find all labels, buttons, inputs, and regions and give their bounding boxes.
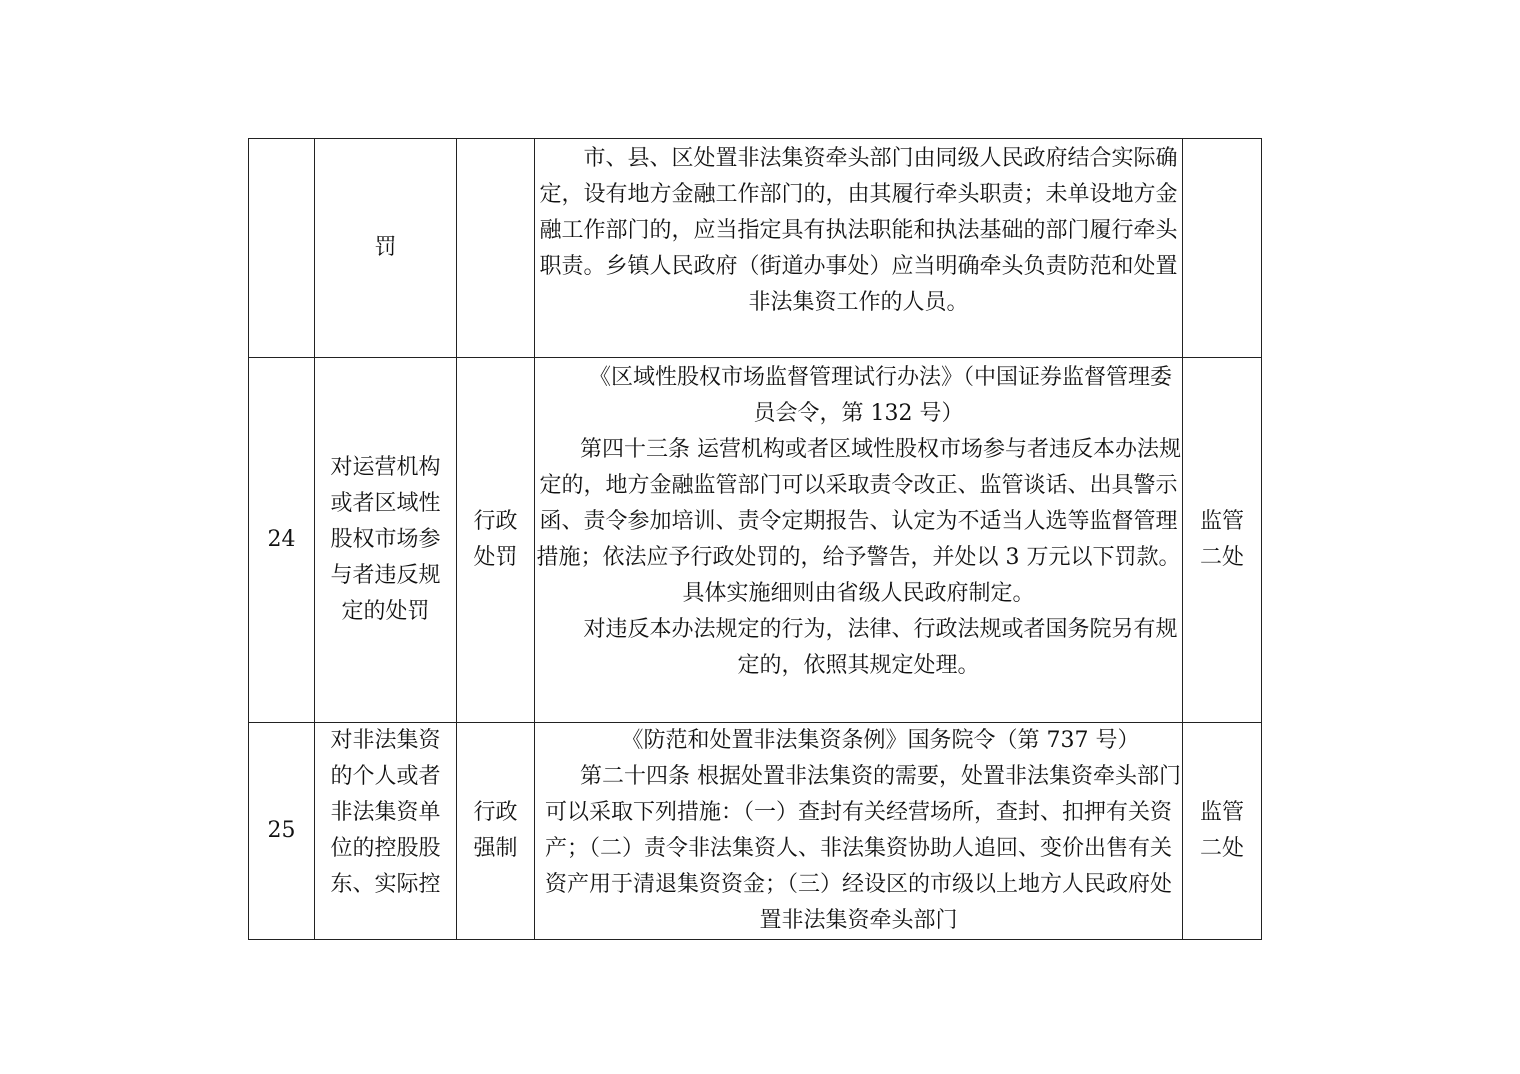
item-name-cell [315, 358, 457, 723]
item-name: 罚 [374, 235, 397, 260]
row-number: 24 [249, 358, 315, 723]
department [1183, 139, 1262, 358]
legal-basis-paragraph: 第二十四条 根据处置非法集资的需要，处置非法集资牵头部门可以采取下列措施：（一）查封有关经营场所，查封、扣押有关资产；（二）责令非法集资人、非法集资协助人追回、变价出售有关资产用于清退集资资金；（三）经设区的市级以上地方人民政府处置非法集资牵头部门 [544, 764, 1181, 933]
department-cell [1183, 723, 1262, 940]
department: 监管二处 [1199, 509, 1244, 570]
enforcement-type-cell [457, 358, 535, 723]
department-cell [1183, 358, 1262, 723]
department: 监管二处 [1199, 800, 1244, 861]
item-name-cell [315, 139, 457, 358]
legal-basis-paragraph: 对违反本办法规定的行为，法律、行政法规或者国务院另有规定的，依照其规定处理。 [583, 617, 1178, 678]
legal-basis-cell [535, 358, 1183, 723]
legal-basis-paragraph: 市、县、区处置非法集资牵头部门由同级人民政府结合实际确定，设有地方金融工作部门的，由其履行牵头职责；未单设地方金融工作部门的，应当指定具有执法职能和执法基础的部门履行牵头职责。乡镇人民政府（街道办事处）应当明确牵头负责防范和处置非法集资工作的人员。 [539, 146, 1178, 315]
legal-basis-paragraph: 《区域性股权市场监督管理试行办法》（中国证券监督管理委员会令，第 132 号） [588, 365, 1172, 426]
legal-basis-paragraph: 《防范和处置非法集资条例》国务院令（第 737 号） [621, 728, 1140, 753]
table-row [249, 723, 1262, 940]
legal-basis-cell [535, 723, 1183, 940]
table-row [249, 139, 1262, 358]
legal-basis-paragraph: 第四十三条 运营机构或者区域性股权市场参与者违反本办法规定的，地方金融监管部门可以采取责令改正、监管谈话、出具警示函、责令参加培训、责令定期报告、认定为不适当人选等监督管理措施；依法应予行政处罚的，给予警告，并处以 3 万元以下罚款。具体实施细则由省级人民政府制定。 [536, 437, 1181, 606]
legal-basis-cell [535, 139, 1183, 358]
enforcement-type: 行政强制 [473, 800, 518, 861]
item-name: 对运营机构或者区域性股权市场参与者违反规定的处罚 [330, 455, 441, 624]
item-name: 对非法集资的个人或者非法集资单位的控股股东、实际控 [330, 728, 441, 897]
row-number [249, 139, 315, 358]
enforcement-type-cell [457, 723, 535, 940]
enforcement-type: 行政处罚 [473, 509, 518, 570]
row-number: 25 [249, 723, 315, 940]
regulation-table [248, 138, 1262, 940]
item-name-cell [315, 723, 457, 940]
table-row [249, 358, 1262, 723]
enforcement-type [457, 139, 535, 358]
